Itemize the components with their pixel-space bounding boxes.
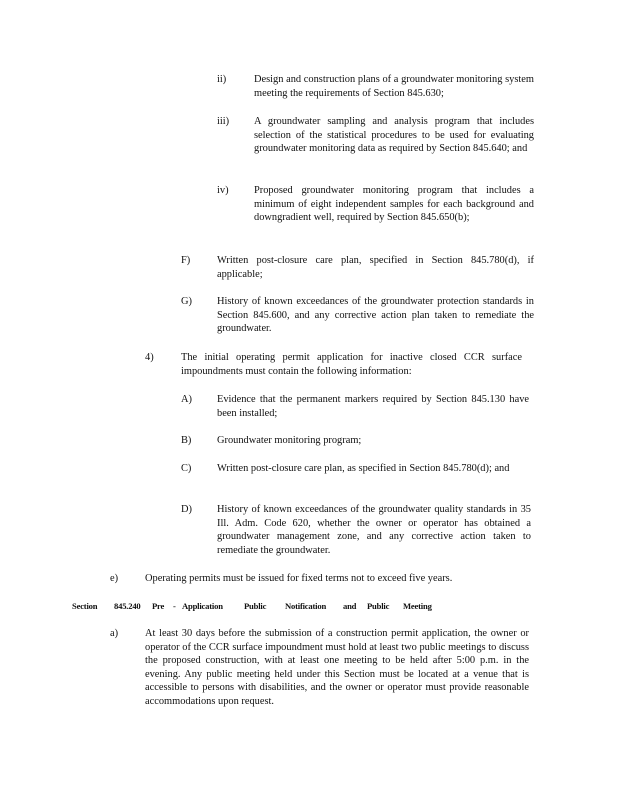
item-marker: iv) (217, 185, 229, 196)
section-number: 845.240 (114, 601, 141, 611)
item-text: Proposed groundwater monitoring program that includes a minimum of eight independent samples for each background and downgradient well, required by Section 845.650(b); (254, 185, 534, 224)
heading-dash: - (173, 601, 176, 611)
item-marker: 4) (145, 352, 154, 363)
item-text: The initial operating permit application for inactive closed CCR surface impoundments must contain the following information: (181, 352, 522, 377)
item-marker: B) (181, 435, 192, 446)
item-text: Design and construction plans of a groundwater monitoring system meeting the requirements of Section 845.630; (254, 74, 534, 99)
heading-word: Public (367, 601, 390, 611)
item-marker: iii) (217, 116, 230, 127)
item-marker: G) (181, 296, 192, 307)
item-text: Operating permits must be issued for fixed terms not to exceed five years. (145, 573, 453, 584)
section-label: Section (72, 601, 98, 611)
item-marker: a) (110, 628, 119, 639)
item-text: Groundwater monitoring program; (217, 435, 362, 446)
item-marker: ii) (217, 74, 227, 85)
heading-word: Public (244, 601, 267, 611)
heading-word: Application (182, 601, 223, 611)
item-text: Written post-closure care plan, specified in Section 845.780(d), if applicable; (217, 255, 534, 280)
heading-word: Pre (152, 601, 165, 611)
heading-word: Notification (285, 601, 327, 611)
item-marker: C) (181, 463, 192, 474)
heading-word: and (343, 601, 357, 611)
item-marker: e) (110, 573, 119, 584)
item-text: A groundwater sampling and analysis program that includes selection of the statistical procedures to be used for evaluating groundwater monitoring data as required by Section 845.640; and (254, 116, 534, 155)
item-text: Evidence that the permanent markers required by Section 845.130 have been installed; (217, 394, 529, 419)
item-text: History of known exceedances of the groundwater protection standards in Section 845.600, and any corrective action plan taken to remediate the groundwater. (217, 296, 534, 335)
item-text: Written post-closure care plan, as specified in Section 845.780(d); and (217, 463, 510, 474)
item-marker: D) (181, 504, 192, 515)
heading-word: Meeting (403, 601, 432, 611)
item-text: History of known exceedances of the groundwater quality standards in 35 Ill. Adm. Code 620, whether the owner or operator has obtained a groundwater management zone, and any corrective action taken to remediate the groundwater. (217, 504, 531, 556)
item-marker: F) (181, 255, 191, 266)
item-marker: A) (181, 394, 192, 405)
item-text: At least 30 days before the submission of a construction permit application, the owner or operator of the CCR surface impoundment must hold at least two public meetings to discuss the proposed construction, with at least one meeting to be held after 5:00 p.m. in the evening. Any public meeting held under this Section must be located at a venue that is accessible to persons with disabilities, and the owner or operator must provide reasonable accommodations upon request. (145, 628, 529, 707)
